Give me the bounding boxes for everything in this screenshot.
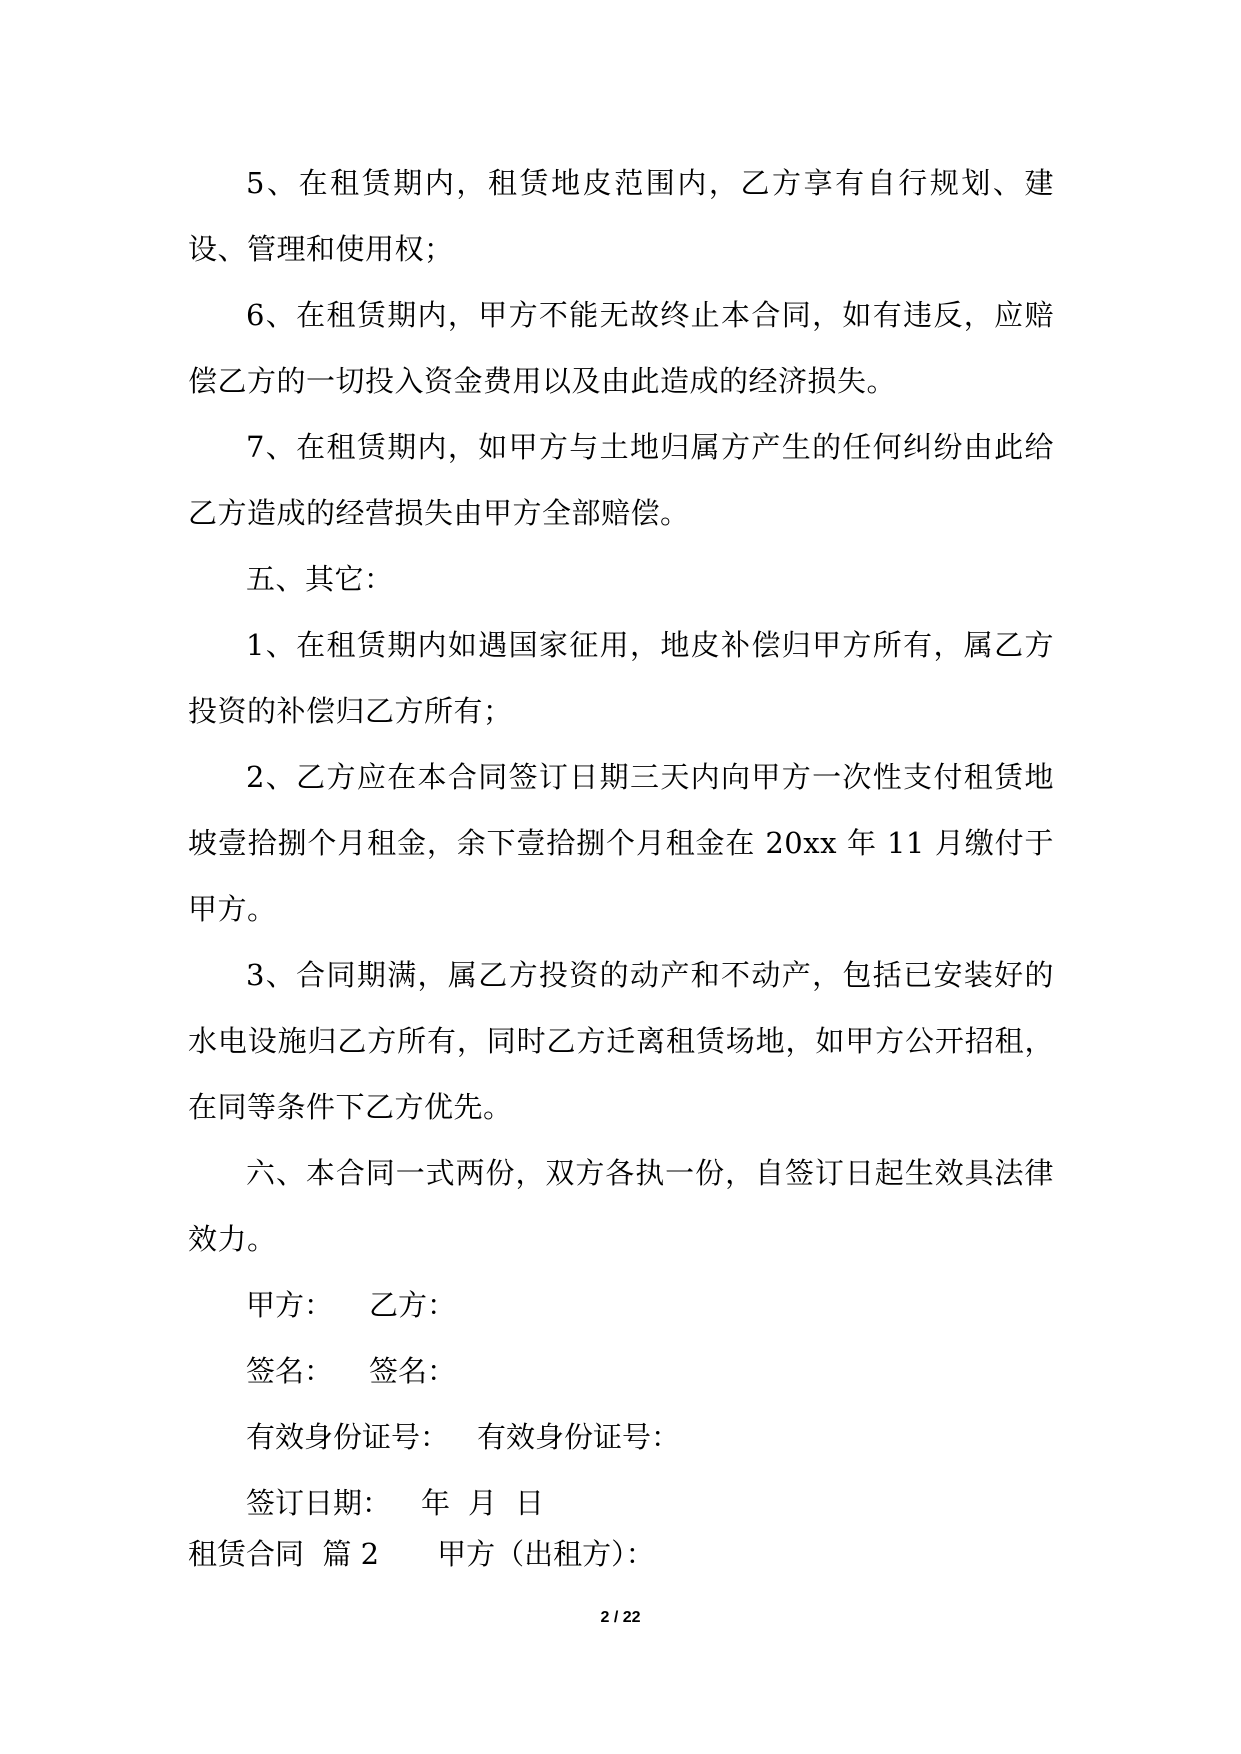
date-month: 月	[468, 1486, 498, 1520]
other-clause-1: 1、在租赁期内如遇国家征用，地皮补偿归甲方所有，属乙方投资的补偿归乙方所有；	[188, 628, 1054, 728]
sign-date-label: 签订日期：	[246, 1486, 392, 1520]
signature-line	[188, 1338, 1054, 1404]
id-number-line	[188, 1404, 1054, 1470]
next-contract-title: 租赁合同 篇 2	[188, 1537, 380, 1571]
id-label-a: 有效身份证号：	[246, 1420, 450, 1454]
party-b-label: 乙方：	[369, 1288, 457, 1322]
other-clause-2: 2、乙方应在本合同签订日期三天内向甲方一次性支付租赁地坡壹拾捌个月租金，余下壹拾捌个月租金在 20xx 年 11 月缴付于甲方。	[188, 760, 1054, 926]
section-six: 六、本合同一式两份，双方各执一份，自签订日起生效具法律效力。	[188, 1156, 1054, 1256]
next-contract-header	[188, 1534, 655, 1574]
contract-body	[188, 150, 1054, 1536]
clause-7: 7、在租赁期内，如甲方与土地归属方产生的任何纠纷由此给乙方造成的经营损失由甲方全部赔偿。	[188, 430, 1054, 530]
party-labels-line	[188, 1272, 1054, 1338]
section-other-heading: 五、其它：	[246, 562, 394, 596]
next-contract-party-a: 甲方（出租方）：	[437, 1537, 655, 1571]
sign-date-line	[188, 1470, 1054, 1536]
sign-label-a: 签名：	[246, 1354, 334, 1388]
date-day: 日	[515, 1486, 545, 1520]
party-a-label: 甲方：	[246, 1288, 334, 1322]
clause-6: 6、在租赁期内，甲方不能无故终止本合同，如有违反，应赔偿乙方的一切投入资金费用以及由此造成的经济损失。	[188, 298, 1054, 398]
other-clause-3: 3、合同期满，属乙方投资的动产和不动产，包括已安装好的水电设施归乙方所有，同时乙方迁离租赁场地，如甲方公开招租，在同等条件下乙方优先。	[188, 958, 1054, 1124]
clause-5: 5、在租赁期内，租赁地皮范围内，乙方享有自行规划、建设、管理和使用权；	[188, 166, 1054, 266]
sign-label-b: 签名：	[369, 1354, 457, 1388]
id-label-b: 有效身份证号：	[477, 1420, 681, 1454]
page-number: 2 / 22	[600, 1609, 641, 1626]
date-year: 年	[421, 1486, 451, 1520]
